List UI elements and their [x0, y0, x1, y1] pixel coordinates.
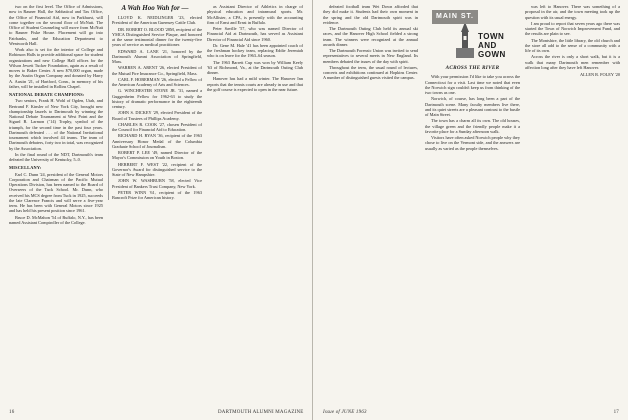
and-gown-label: AND GOWN: [478, 41, 506, 59]
paragraph: The town has a charm all its own. The old houses, the village green and the friendly people make it a favorite place for a Sunday afternoon walk.: [425, 118, 520, 134]
section-heading-national-debate: NATIONAL DEBATE CHAMPIONS:: [9, 92, 85, 97]
paragraph: With your permission I'd like to take you across the Connecticut for a visit. Last time we noted that even the Norwich sign couldn't keep us from thinking of the two towns as one.: [425, 74, 520, 95]
right-column-1: [323, 4, 418, 396]
paragraph: The Dartmouth Forensic Union was invited to send representatives to several meets in New England. Its members debated the issues of the day with spirit.: [323, 48, 418, 64]
wah-hoo-wah-heading: A Wah Hoo Wah for —: [121, 4, 189, 12]
list-item: ROBERT P. LEE '49, named Director of the Mayor's Commission on Youth in Boston.: [112, 150, 202, 161]
paragraph: Across the river is only a short walk, but it is a walk that many Dartmouth men remember with affection long after they have left Hanover.: [525, 54, 620, 70]
paragraph: Visitors have often asked Norwich people why they chose to live on the Vermont side, and the answers are usually as varied as the people themselves.: [425, 135, 520, 151]
section-heading-miscellany: MISCELLANY:: [9, 165, 42, 171]
wah-hoo-wah-list: [108, 15, 202, 200]
list-item: PETER WINN '61, recipient of the 1963 Bancroft Prize for American history.: [112, 189, 202, 200]
list-item: HERBERT F. WEST '22, recipient of the Governor's Award for distinguished service to the State of New Hampshire.: [112, 161, 202, 177]
main-st-label: MAIN ST.: [432, 10, 478, 24]
list-item: WARREN A. ARENT '26, elected President of the Mutual Fire Insurance Co., Springfield, Mass.: [112, 65, 202, 76]
list-item: EDWARD A. LANE '21, honored by the Dartmouth Alumni Association of Springfield, Mass.: [112, 48, 202, 64]
left-column-1: [9, 4, 103, 396]
paragraph: In the final round of the NDT, Dartmouth's team defeated the University of Kentucky, 5–0.: [9, 151, 103, 162]
paragraph: was left to Hanover. There was something of a proposal in the air, and the town meeting took up the question with its usual energy.: [525, 4, 620, 20]
paragraph: The 1963 Barrett Cup was won by William Keely '63 of Richmond, Va., at the Dartmouth Outing Club dinner.: [207, 59, 303, 75]
author-byline: ALLEN R. FOLEY '20: [580, 72, 620, 77]
main-st-emblem: [426, 4, 518, 60]
magazine-name-footer: DARTMOUTH ALUMNI MAGAZINE: [218, 410, 304, 415]
left-column-3: [207, 4, 303, 396]
paragraph: The Dartmouth Outing Club held its annual ski races, and the Hanover High School fielded a strong team. The winners were recognized at the annual awards dinner.: [323, 26, 418, 47]
paragraph: The Montshire, the little library, the old church and the store all add to the sense of a community with a life of its own.: [525, 37, 620, 53]
paragraph: two on the first level. The Office of Admissions, now in Rauner Hall, the Sabbatical and Tax Office, the Office of Financial Aid, now in Parkhurst, will come together on the second floor of McNutt. The Office of Student Counseling will move from McNutt to Rauner Fiske House. Placement will go into Fairbanks, and the Education Department to Wentworth Hall.: [9, 4, 103, 46]
paragraph: Dr. Gene M. Hale '41 has been appointed coach of the freshman hockey team, replacing Eddie Jeremiah who is on leave for the 1963–64 season.: [207, 42, 303, 59]
list-item: RICHARD H. RYAN '36, recipient of the 1963 Anniversary Honor Medal of the Columbia Graduate School of Journalism.: [112, 133, 202, 149]
paragraph: as Assistant Director of Athletics in charge of physical education and intramural sports. Mr. McAllister, a CPA, is presently with the accounting firm of Ernst and Ernst in Buffalo.: [207, 4, 303, 25]
section-title: ACROSS THE RIVER: [445, 65, 500, 71]
right-column-2: [425, 64, 520, 396]
paragraph: Two seniors, Frank H. Wohl of Ogden, Utah, and Bertrand F. Kinsler of New York City, brought new championship laurels to Dartmouth by winning the National Debate Tournament at West Point and the Sigurd B. Larmon (’14) Trophy, symbol of the triumph, for the second time in the past four years. Dartmouth defeated . . . of the National Invitational tournament which involved 44 teams. The team of Dartmouth debaters, forty two in total, was recognized by the Association.: [9, 98, 103, 151]
paragraph: Throughout the term, the usual round of lectures, concerts and exhibitions continued at Hopkins Center. A number of distinguished guests visited the campus.: [323, 64, 418, 81]
paragraph: Hanover has had a mild winter. The Hanover Inn reports that the tennis courts are already in use and that the golf course is expected to open in the near future.: [207, 76, 303, 92]
issue-date-footer: Issue of JUNE 1963: [323, 410, 367, 415]
list-item: CARL F. HOBERMAN '26, elected a Fellow of the American Academy of Arts and Sciences.: [112, 76, 202, 87]
paragraph: Norwich, of course, has long been a part of the Dartmouth scene. Many faculty members live there, and its quiet streets are a pleasant contrast to the bustle of Main Street.: [425, 96, 520, 117]
paragraph: defeated football team Wet Down afforded that they did make it. Students had their own moment in the spring and the old Dartmouth spirit was in evidence.: [323, 4, 418, 25]
list-item: LLOYD K. NEIDLINGER '23, elected President of the American Guernsey Cattle Club.: [112, 15, 202, 26]
paragraph: Work also is set for the interior of College and Robinson Halls to provide additional space for student organizations and new College Hall offices for the Wilson Jewett Tucker Foundation, again as a result of moves to Baker Center. A new $70,000 organ, made by the Austin Organ Company and donated by Harry A. Austin '21, of Hartford, Conn., in memory of his father, will be installed in Rollins Chapel.: [9, 47, 103, 89]
right-page: [313, 0, 628, 420]
page-number-left: 16: [9, 410, 15, 415]
list-item: G. WINCHESTER STONE JR. '31, named a Guggenheim Fellow for 1962-63 to study the history of dramatic performance in the eighteenth century.: [112, 88, 202, 109]
list-item: JOHN W. WASHBURN '58, elected Vice President of Bankers Trust Company, New York.: [112, 178, 202, 189]
wah-hoo-wah-column: [108, 4, 202, 396]
paragraph: Bruce D. McMahon '54 of Buffalo, N.Y., has been named Assistant Comptroller of the College.: [9, 214, 103, 225]
page-number-right: 17: [613, 410, 619, 415]
tower-icon: [454, 22, 476, 58]
list-item: DR. ROBERT O. BLOOD '28M, recipient of the YMCA Distinguished Service Plaque, and honored at the same testimonial dinner for the twenty-five years of service as medical practitioner.: [112, 26, 202, 48]
town-label: TOWN: [478, 32, 505, 41]
left-page: [0, 0, 313, 420]
list-item: JOHN S. DICKEY '29, elected President of the Board of Trustees of Phillips Academy.: [112, 110, 202, 121]
list-item: CHARLES R. COOK '27, chosen President of the Council for Financial Aid to Education.: [112, 121, 202, 132]
right-column-3: [525, 4, 620, 396]
paragraph: I am proud to report that seven years ago there was started the Town of Norwich Improvement Fund, and the results are plain to see.: [525, 20, 620, 37]
paragraph: Peter Saville '57, who was named Director of Financial Aid at Dartmouth, has served as Assistant Director of Financial Aid since 1960.: [207, 26, 303, 42]
paragraph: Earl C. Dunn '24, president of the General Motors Corporation and Chairman of the Pacific Mutual Operations Division, has been named to the Board of Overseers of the Tuck School. Mr. Dunn, who received his MCS degree from Tuck in 1925, succeeds the late Clarence Francis and will serve a five-year term. He has been with General Motors since 1925 and has held his present position since 1961.: [9, 171, 103, 214]
